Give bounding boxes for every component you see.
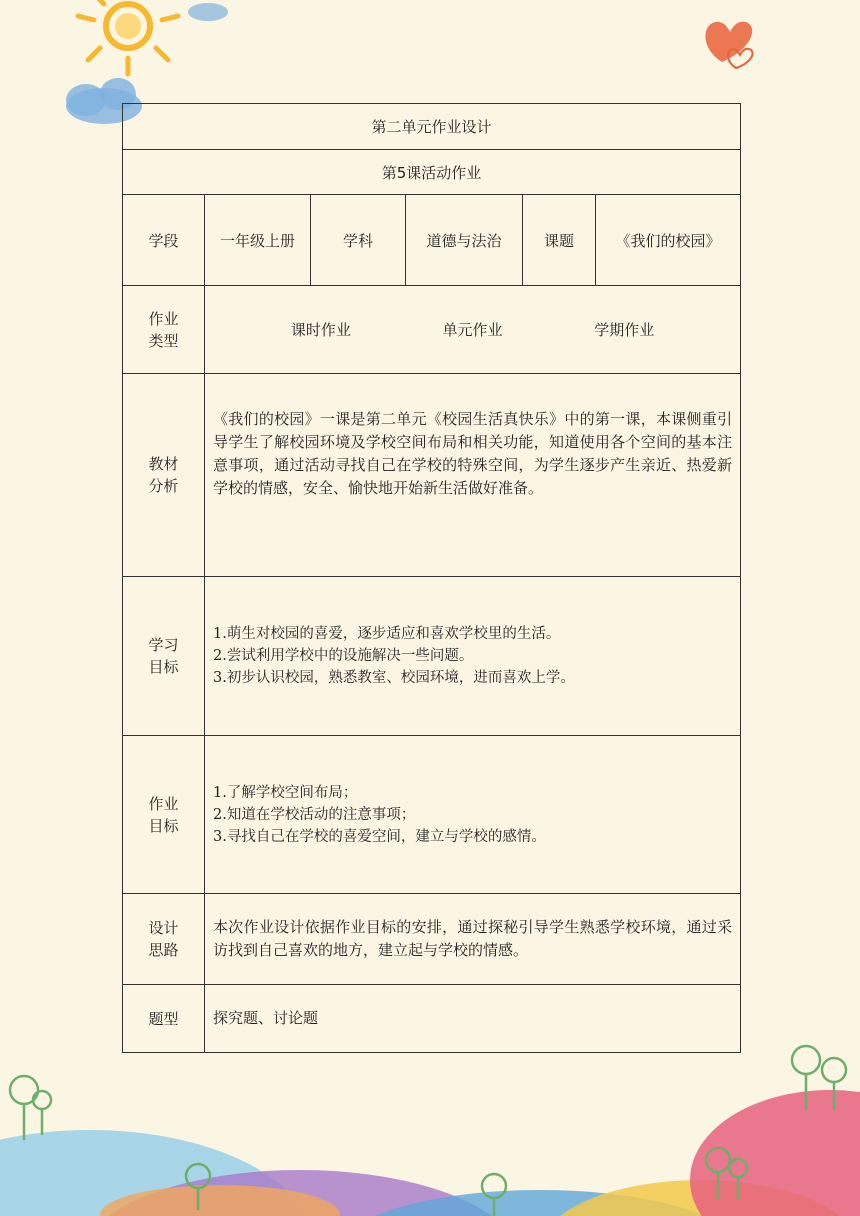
info-row bbox=[123, 195, 741, 286]
topic-label: 课题 bbox=[523, 195, 596, 286]
option-class-homework: 课时作业 bbox=[290, 321, 351, 339]
homework-goals-row bbox=[123, 736, 741, 894]
homework-type-label: 作业 类型 bbox=[123, 286, 205, 374]
homework-type-options bbox=[205, 286, 741, 374]
list-item: 3.初步认识校园，熟悉教室、校园环境，进而喜欢上学。 bbox=[213, 670, 575, 686]
homework-type-row bbox=[123, 286, 741, 374]
learning-goals-row bbox=[123, 577, 741, 736]
design-idea-label: 设计 思路 bbox=[123, 894, 205, 985]
textbook-analysis-row bbox=[123, 374, 741, 577]
lesson-row bbox=[123, 150, 741, 195]
textbook-analysis-label: 教材 分析 bbox=[123, 374, 205, 577]
learning-goals-label: 学习 目标 bbox=[123, 577, 205, 736]
question-type-label: 题型 bbox=[123, 985, 205, 1053]
hills-decoration bbox=[0, 1090, 860, 1216]
list-item: 1.了解学校空间布局； bbox=[213, 784, 358, 801]
topic-value: 《我们的校园》 bbox=[596, 195, 741, 286]
option-term-homework: 学期作业 bbox=[594, 321, 655, 339]
tree-icons bbox=[10, 1046, 846, 1216]
homework-goals-list bbox=[205, 736, 741, 894]
title-row bbox=[123, 104, 741, 150]
small-cloud-icon bbox=[188, 3, 228, 21]
subject-label: 学科 bbox=[311, 195, 406, 286]
question-type-value: 探究题、讨论题 bbox=[205, 985, 741, 1053]
subject-value: 道德与法治 bbox=[406, 195, 523, 286]
list-item: 1.萌生对校园的喜爱，逐步适应和喜欢学校里的生活。 bbox=[213, 626, 561, 642]
option-unit-homework: 单元作业 bbox=[442, 321, 503, 339]
homework-design-table bbox=[122, 103, 741, 1053]
sun-icon bbox=[78, 0, 178, 74]
list-item: 3.寻找自己在学校的喜爱空间，建立与学校的感情。 bbox=[213, 828, 546, 845]
question-type-row bbox=[123, 985, 741, 1053]
lesson-title: 第5课活动作业 bbox=[123, 150, 741, 195]
page-title: 第二单元作业设计 bbox=[123, 104, 741, 150]
textbook-analysis-text: 《我们的校园》一课是第二单元《校园生活真快乐》中的第一课，本课侧重引导学生了解校园环境及学校空间布局和相关功能，知道使用各个空间的基本注意事项，通过活动寻找自己在学校的特殊空间，为学生逐步产生亲近、热爱新学校的情感，安全、愉快地开始新生活做好准备。 bbox=[205, 374, 741, 577]
stage-value: 一年级上册 bbox=[205, 195, 311, 286]
homework-goals-label: 作业 目标 bbox=[123, 736, 205, 894]
design-idea-text: 本次作业设计依据作业目标的安排，通过探秘引导学生熟悉学校环境，通过采访找到自己喜欢的地方，建立起与学校的情感。 bbox=[205, 894, 741, 985]
learning-goals-list bbox=[205, 577, 741, 736]
design-idea-row bbox=[123, 894, 741, 985]
heart-icon bbox=[705, 22, 752, 68]
stage-label: 学段 bbox=[123, 195, 205, 286]
list-item: 2.知道在学校活动的注意事项； bbox=[213, 806, 416, 823]
list-item: 2.尝试利用学校中的设施解决一些问题。 bbox=[213, 648, 474, 664]
